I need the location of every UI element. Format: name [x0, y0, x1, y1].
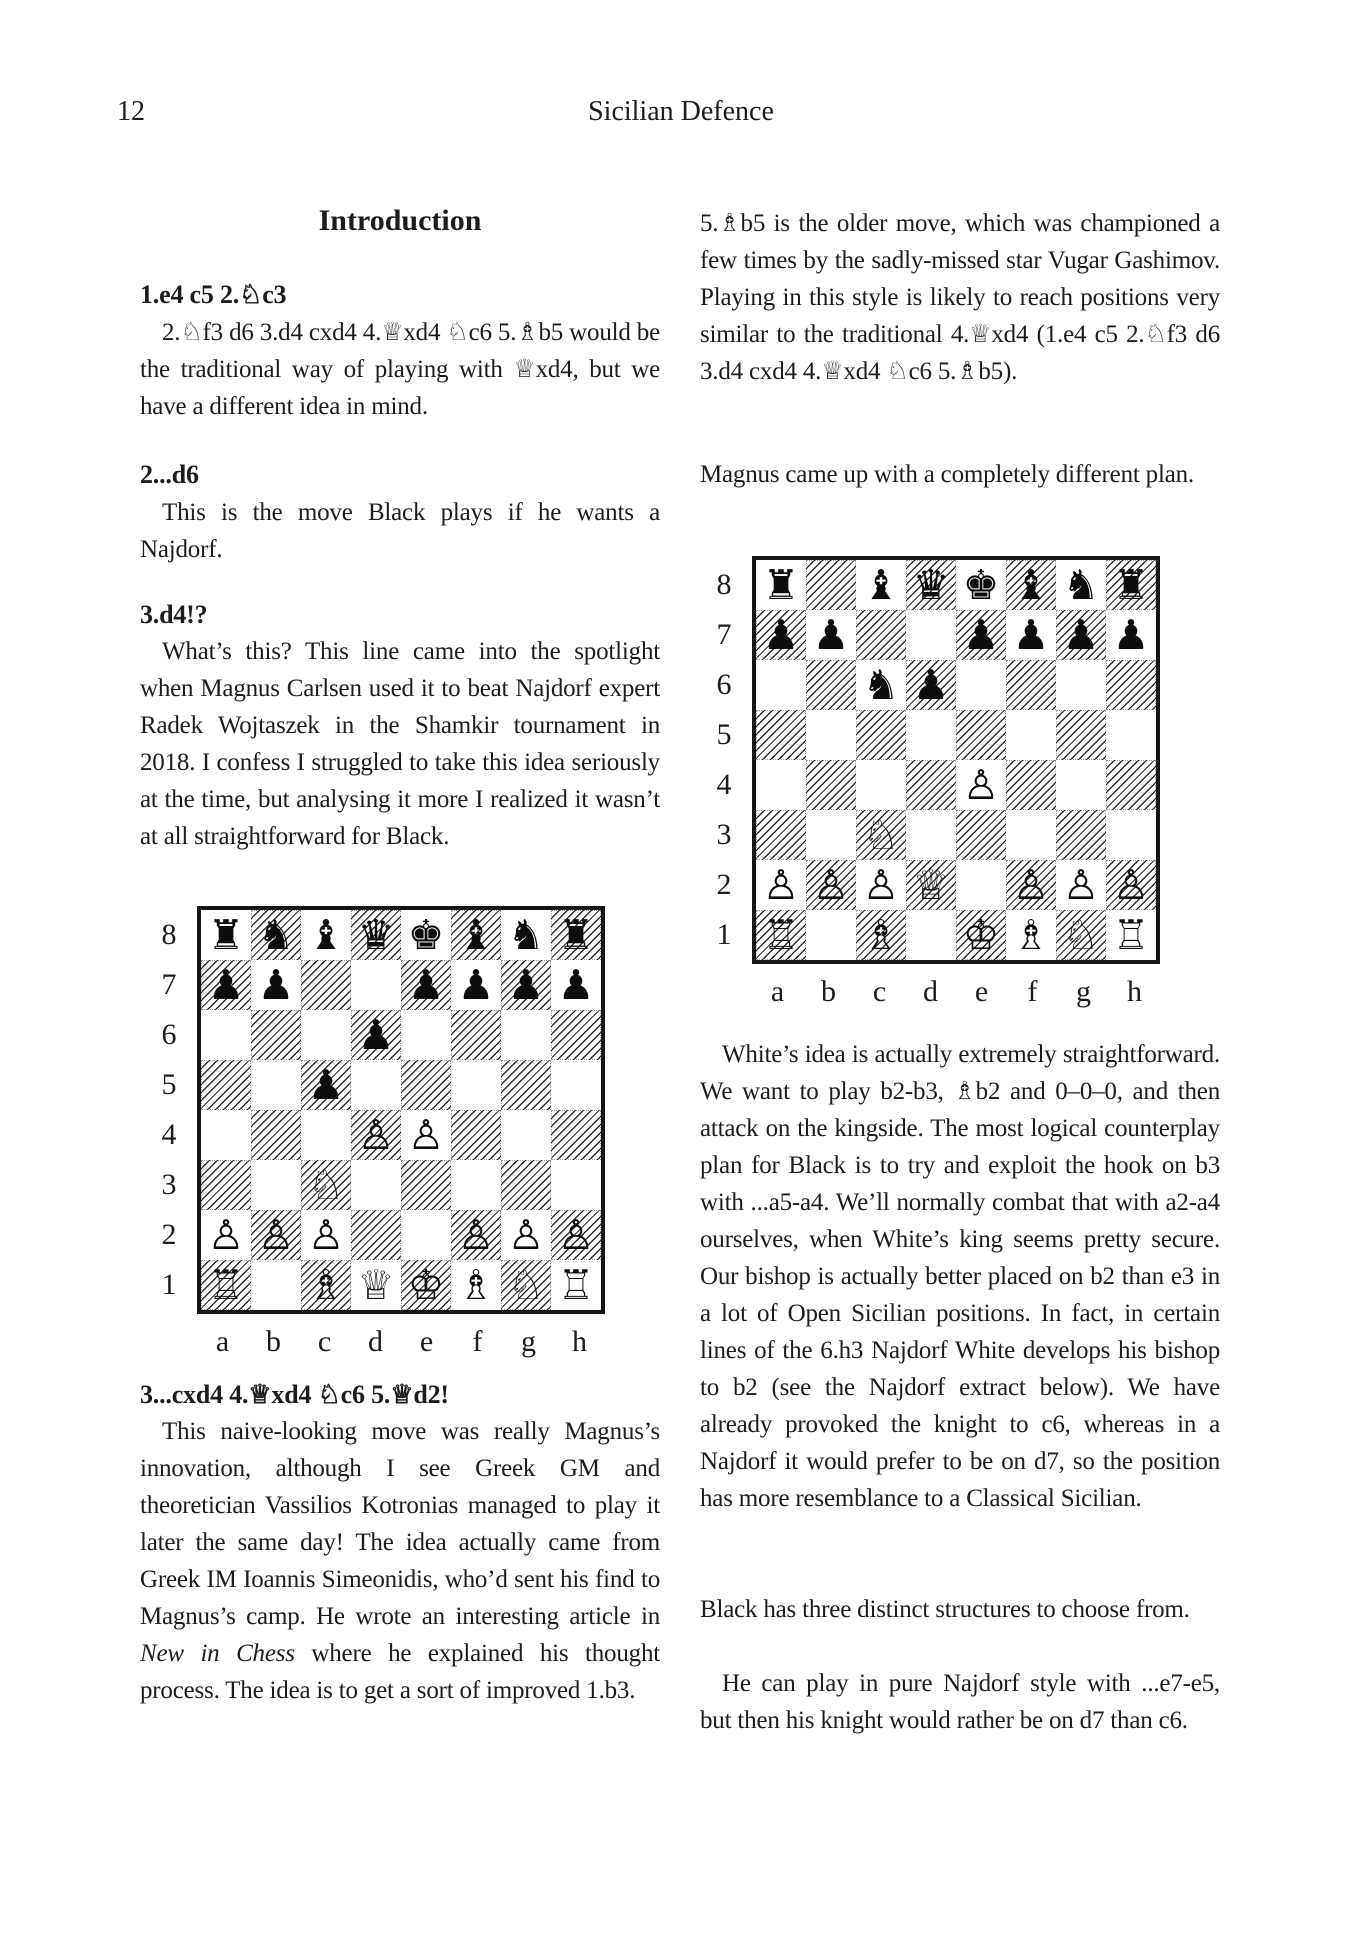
black-piece: ♜︎ — [762, 561, 800, 609]
dark-square — [501, 1260, 551, 1310]
light-square — [1056, 560, 1106, 610]
black-piece: ♝︎ — [1012, 561, 1050, 609]
black-piece: ♟︎ — [762, 611, 800, 659]
light-square — [956, 860, 1006, 910]
rank-label: 6 — [161, 1018, 177, 1051]
white-piece: ♘︎ — [862, 811, 900, 859]
white-piece: ♙︎ — [762, 861, 800, 909]
light-square — [956, 560, 1006, 610]
dark-square — [1056, 810, 1106, 860]
dark-square — [451, 1110, 501, 1160]
dark-square — [351, 1110, 401, 1160]
dark-square — [1006, 560, 1056, 610]
dark-square — [756, 610, 806, 660]
move-heading-4: 3...cxd4 4.♕xd4 ♘c6 5.♕d2! — [140, 1380, 449, 1409]
dark-square — [1106, 760, 1156, 810]
section-heading-introduction: Introduction — [318, 204, 482, 237]
dark-square — [906, 760, 956, 810]
light-square — [351, 960, 401, 1010]
file-label: c — [317, 1325, 332, 1358]
rank-label: 2 — [716, 868, 732, 901]
dark-square — [856, 810, 906, 860]
white-piece: ♗︎ — [1012, 911, 1050, 959]
paragraph: This is the move Black plays if he wants a Najdorf. — [140, 499, 660, 563]
rank-labels — [149, 910, 189, 1310]
file-label: b — [821, 975, 836, 1008]
magazine-title: New in Chess — [140, 1640, 295, 1667]
light-square — [906, 610, 956, 660]
black-piece: ♜︎ — [1112, 561, 1150, 609]
light-square — [1006, 710, 1056, 760]
light-square — [401, 1110, 451, 1160]
white-piece: ♘︎ — [507, 1261, 545, 1309]
dark-square — [251, 910, 301, 960]
light-square — [451, 960, 501, 1010]
dark-square — [1106, 560, 1156, 610]
rank-label: 7 — [161, 968, 177, 1001]
dark-square — [451, 1210, 501, 1260]
light-square — [301, 1110, 351, 1160]
paragraph — [140, 1413, 660, 1709]
dark-square — [551, 1010, 601, 1060]
white-piece: ♙︎ — [557, 1211, 595, 1259]
paragraph: White’s idea is actually extremely straightforward. We want to play b2-b3, ♗b2 and 0–0–0, and then attack on the kingside. The most logical counterplay plan for Black is to try and exploit the hook on b3 with ...a5-a4. We’ll normally combat that with a2-a4 ourselves, when White’s king seems pretty secure. Our bishop is actually better placed on b2 than e3 in a lot of Open Sicilian positions. In fact, in certain lines of the 6.h3 Najdorf White develops his bishop to b2 (see the Najdorf extract below). We have already provoked the knight to c6, whereas in a Najdorf it would prefer to be on d7, so the position has more resemblance to a Classical Sicilian. — [700, 1041, 1220, 1512]
white-piece: ♕︎ — [912, 861, 950, 909]
dark-square — [351, 910, 401, 960]
paragraph: He can play in pure Najdorf style with ...e7-e5, but then his knight would rather be on d7 than c6. — [700, 1670, 1220, 1734]
rank-label: 8 — [161, 918, 177, 951]
black-piece: ♜︎ — [207, 911, 245, 959]
dark-square — [551, 910, 601, 960]
dark-square — [956, 710, 1006, 760]
black-piece: ♝︎ — [307, 911, 345, 959]
black-piece: ♟︎ — [962, 611, 1000, 659]
file-label: g — [521, 1325, 536, 1358]
white-piece: ♙︎ — [357, 1111, 395, 1159]
paragraph: 5.♗b5 is the older move, which was championed a few times by the sadly-missed star Vugar Gashimov. Playing in this style is likely to reach positions very similar to the traditional 4.♕xd4 (1.e4 c5 2.♘f3 d6 3.d4 cxd4 4.♕xd4 ♘c6 5.♗b5). — [700, 210, 1220, 385]
light-square — [501, 1010, 551, 1060]
rank-labels — [704, 560, 744, 960]
text-column-right — [700, 0, 1220, 1937]
light-square — [451, 1160, 501, 1210]
white-piece: ♙︎ — [307, 1211, 345, 1259]
dark-square — [956, 810, 1006, 860]
light-square — [1006, 910, 1056, 960]
dark-square — [201, 1060, 251, 1110]
dark-square — [906, 560, 956, 610]
rank-label: 5 — [716, 718, 732, 751]
black-piece: ♞︎ — [507, 911, 545, 959]
paragraph: 2.♘f3 d6 3.d4 cxd4 4.♕xd4 ♘c6 5.♗b5 would be the traditional way of playing with ♕xd4, but we have a different idea in mind. — [140, 319, 660, 420]
black-piece: ♟︎ — [357, 1011, 395, 1059]
dark-square — [501, 1160, 551, 1210]
dark-square — [1006, 760, 1056, 810]
light-square — [1106, 710, 1156, 760]
dark-square — [856, 610, 906, 660]
file-label: e — [419, 1325, 434, 1358]
black-piece: ♟︎ — [812, 611, 850, 659]
dark-square — [301, 1060, 351, 1110]
light-square — [806, 810, 856, 860]
light-square — [401, 910, 451, 960]
light-square — [251, 1160, 301, 1210]
light-square — [906, 810, 956, 860]
file-label: d — [368, 1325, 383, 1358]
dark-square — [401, 1060, 451, 1110]
chess-board — [752, 556, 1160, 964]
dark-square — [401, 1260, 451, 1310]
rank-label: 8 — [716, 568, 732, 601]
dark-square — [251, 1010, 301, 1060]
chess-diagram-after-5qd2 — [704, 556, 1204, 1018]
light-square — [551, 1260, 601, 1310]
move-heading-2: 2...d6 — [140, 460, 199, 489]
dark-square — [756, 810, 806, 860]
dark-square — [201, 960, 251, 1010]
dark-square — [956, 610, 1006, 660]
dark-square — [906, 660, 956, 710]
white-piece: ♙︎ — [457, 1211, 495, 1259]
black-piece: ♛︎ — [912, 561, 950, 609]
light-square — [806, 610, 856, 660]
black-piece: ♚︎ — [407, 911, 445, 959]
black-piece: ♝︎ — [862, 561, 900, 609]
rank-label: 1 — [716, 918, 732, 951]
paragraph-text: where he explained his thought process. The idea is to get a sort of improved 1.b3. — [140, 1640, 660, 1704]
dark-square — [1106, 860, 1156, 910]
white-piece: ♙︎ — [207, 1211, 245, 1259]
file-label: e — [974, 975, 989, 1008]
black-piece: ♝︎ — [457, 911, 495, 959]
white-piece: ♙︎ — [812, 861, 850, 909]
dark-square — [806, 860, 856, 910]
light-square — [1056, 660, 1106, 710]
rank-label: 2 — [161, 1218, 177, 1251]
file-label: a — [770, 975, 785, 1008]
text-column-left — [140, 0, 660, 1937]
light-square — [956, 660, 1006, 710]
white-piece: ♙︎ — [862, 861, 900, 909]
light-square — [1106, 610, 1156, 660]
dark-square — [451, 910, 501, 960]
dark-square — [906, 860, 956, 910]
light-square — [1106, 810, 1156, 860]
black-piece: ♟︎ — [207, 961, 245, 1009]
dark-square — [551, 1210, 601, 1260]
chess-diagram-after-3d4 — [149, 906, 649, 1368]
light-square — [251, 1060, 301, 1110]
light-square — [501, 910, 551, 960]
light-square — [856, 760, 906, 810]
light-square — [351, 1160, 401, 1210]
paragraph: What’s this? This line came into the spotlight when Magnus Carlsen used it to beat Najdorf expert Radek Wojtaszek in the Shamkir tournament in 2018. I confess I struggled to take this idea seriously at the time, but analysing it more I realized it wasn’t at all straightforward for Black. — [140, 638, 660, 850]
black-piece: ♞︎ — [862, 661, 900, 709]
dark-square — [1106, 660, 1156, 710]
dark-square — [806, 660, 856, 710]
rank-label: 1 — [161, 1268, 177, 1301]
rank-label: 7 — [716, 618, 732, 651]
light-square — [201, 1210, 251, 1260]
white-piece: ♙︎ — [1112, 861, 1150, 909]
light-square — [551, 1160, 601, 1210]
light-square — [856, 860, 906, 910]
white-piece: ♘︎ — [1062, 911, 1100, 959]
light-square — [806, 710, 856, 760]
file-labels — [197, 1320, 605, 1364]
dark-square — [756, 710, 806, 760]
dark-square — [451, 1010, 501, 1060]
dark-square — [351, 1010, 401, 1060]
black-piece: ♜︎ — [557, 911, 595, 959]
light-square — [201, 1010, 251, 1060]
dark-square — [251, 1210, 301, 1260]
light-square — [201, 910, 251, 960]
dark-square — [401, 960, 451, 1010]
rank-label: 6 — [716, 668, 732, 701]
black-piece: ♟︎ — [1062, 611, 1100, 659]
dark-square — [201, 1260, 251, 1310]
white-piece: ♖︎ — [1112, 911, 1150, 959]
rank-label: 5 — [161, 1068, 177, 1101]
light-square — [906, 710, 956, 760]
light-square — [756, 660, 806, 710]
light-square — [756, 760, 806, 810]
file-label: a — [215, 1325, 230, 1358]
black-piece: ♟︎ — [257, 961, 295, 1009]
black-piece: ♞︎ — [1062, 561, 1100, 609]
white-piece: ♕︎ — [357, 1261, 395, 1309]
light-square — [301, 1010, 351, 1060]
white-piece: ♖︎ — [557, 1261, 595, 1309]
black-piece: ♟︎ — [557, 961, 595, 1009]
white-piece: ♙︎ — [1062, 861, 1100, 909]
white-piece: ♙︎ — [1012, 861, 1050, 909]
white-piece: ♙︎ — [962, 761, 1000, 809]
black-piece: ♟︎ — [307, 1061, 345, 1109]
file-label: g — [1076, 975, 1091, 1008]
file-labels — [752, 970, 1160, 1014]
file-label: h — [572, 1325, 587, 1358]
black-piece: ♟︎ — [407, 961, 445, 1009]
light-square — [856, 560, 906, 610]
white-piece: ♗︎ — [457, 1261, 495, 1309]
white-piece: ♗︎ — [862, 911, 900, 959]
dark-square — [756, 910, 806, 960]
dark-square — [501, 1060, 551, 1110]
running-head-title: Sicilian Defence — [588, 96, 774, 127]
white-piece: ♙︎ — [257, 1211, 295, 1259]
light-square — [756, 560, 806, 610]
light-square — [301, 910, 351, 960]
light-square — [351, 1060, 401, 1110]
chess-board — [197, 906, 605, 1314]
white-piece: ♙︎ — [507, 1211, 545, 1259]
light-square — [451, 1060, 501, 1110]
file-label: h — [1127, 975, 1142, 1008]
black-piece: ♟︎ — [1112, 611, 1150, 659]
dark-square — [856, 710, 906, 760]
paragraph: Black has three distinct structures to choose from. — [700, 1596, 1190, 1623]
light-square — [301, 1210, 351, 1260]
white-piece: ♙︎ — [407, 1111, 445, 1159]
move-heading-3: 3.d4!? — [140, 600, 208, 629]
dark-square — [806, 760, 856, 810]
dark-square — [551, 1110, 601, 1160]
white-piece: ♗︎ — [307, 1261, 345, 1309]
black-piece: ♟︎ — [1012, 611, 1050, 659]
white-piece: ♘︎ — [307, 1161, 345, 1209]
light-square — [1006, 810, 1056, 860]
light-square — [1106, 910, 1156, 960]
light-square — [551, 1060, 601, 1110]
black-piece: ♚︎ — [962, 561, 1000, 609]
dark-square — [1056, 910, 1106, 960]
dark-square — [351, 1210, 401, 1260]
black-piece: ♞︎ — [257, 911, 295, 959]
light-square — [1006, 610, 1056, 660]
light-square — [251, 1260, 301, 1310]
black-piece: ♟︎ — [912, 661, 950, 709]
light-square — [501, 1210, 551, 1260]
light-square — [1056, 760, 1106, 810]
file-label: c — [872, 975, 887, 1008]
light-square — [906, 910, 956, 960]
light-square — [551, 960, 601, 1010]
light-square — [401, 1010, 451, 1060]
light-square — [351, 1260, 401, 1310]
dark-square — [401, 1160, 451, 1210]
black-piece: ♟︎ — [507, 961, 545, 1009]
light-square — [1056, 860, 1106, 910]
file-label: f — [472, 1325, 483, 1358]
light-square — [201, 1110, 251, 1160]
dark-square — [251, 1110, 301, 1160]
paragraph-text: This naive-looking move was really Magnus’s innovation, although I see Greek GM and theoretician Vassilios Kotronias managed to play it later the same day! The idea actually came from Greek IM Ioannis Simeonidis, who’d sent his find to Magnus’s camp. He wrote an interesting article in — [140, 1418, 660, 1630]
rank-label: 3 — [716, 818, 732, 851]
white-piece: ♖︎ — [762, 911, 800, 959]
dark-square — [1006, 860, 1056, 910]
dark-square — [856, 910, 906, 960]
dark-square — [1056, 710, 1106, 760]
file-label: d — [923, 975, 938, 1008]
rank-label: 4 — [716, 768, 732, 801]
dark-square — [301, 1160, 351, 1210]
rank-label: 3 — [161, 1168, 177, 1201]
dark-square — [806, 560, 856, 610]
rank-label: 4 — [161, 1118, 177, 1151]
light-square — [501, 1110, 551, 1160]
file-label: f — [1027, 975, 1038, 1008]
page-number: 12 — [117, 96, 145, 127]
dark-square — [201, 1160, 251, 1210]
paragraph: Magnus came up with a completely different plan. — [700, 461, 1194, 488]
move-heading-1: 1.e4 c5 2.♘c3 — [140, 280, 287, 309]
dark-square — [501, 960, 551, 1010]
white-piece: ♔︎ — [962, 911, 1000, 959]
white-piece: ♖︎ — [207, 1261, 245, 1309]
light-square — [956, 760, 1006, 810]
black-piece: ♟︎ — [457, 961, 495, 1009]
file-label: b — [266, 1325, 281, 1358]
black-piece: ♛︎ — [357, 911, 395, 959]
light-square — [401, 1210, 451, 1260]
light-square — [251, 960, 301, 1010]
dark-square — [956, 910, 1006, 960]
light-square — [451, 1260, 501, 1310]
dark-square — [301, 1260, 351, 1310]
light-square — [856, 660, 906, 710]
light-square — [806, 910, 856, 960]
white-piece: ♔︎ — [407, 1261, 445, 1309]
dark-square — [1056, 610, 1106, 660]
light-square — [756, 860, 806, 910]
dark-square — [1006, 660, 1056, 710]
dark-square — [301, 960, 351, 1010]
